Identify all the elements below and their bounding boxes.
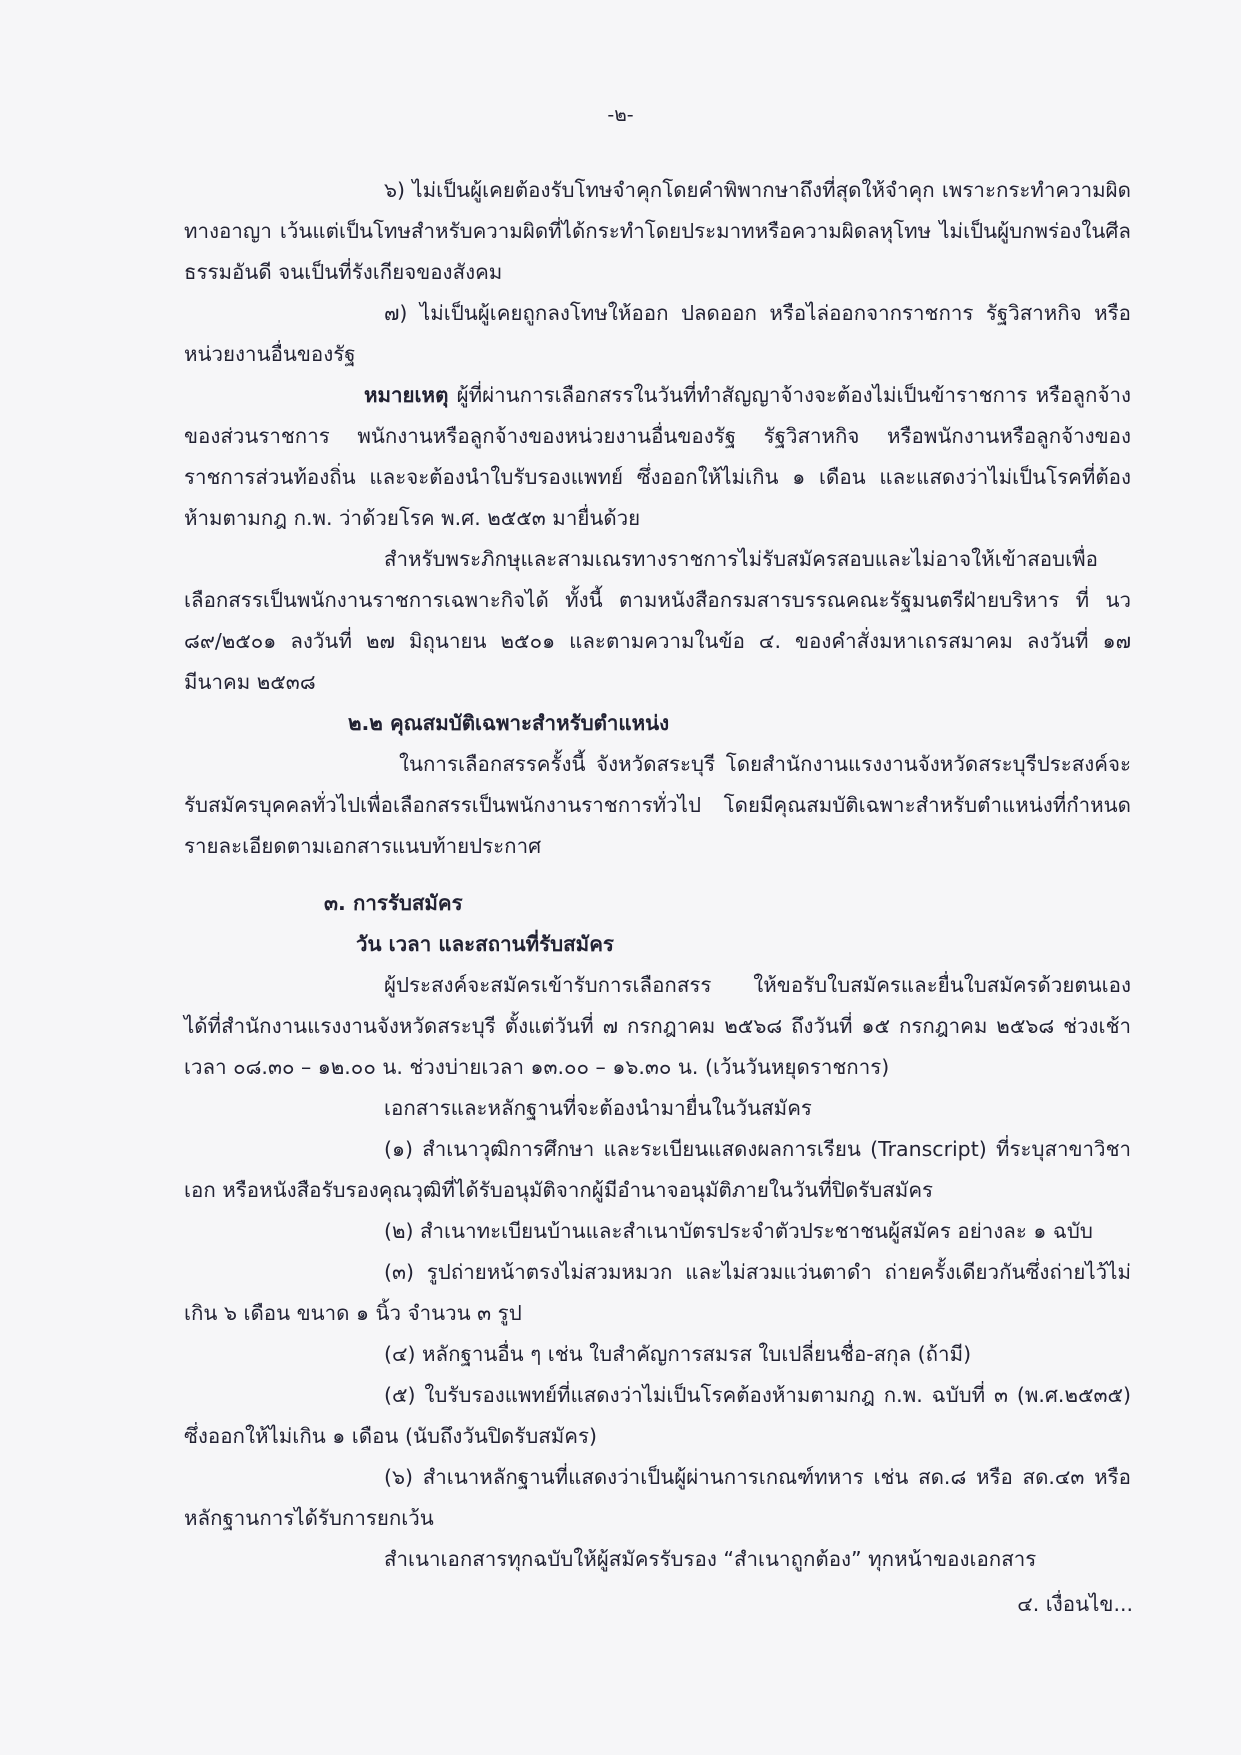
document-item-5: (๕) ใบรับรองแพทย์ที่แสดงว่าไม่เป็นโรคต้องห้ามตามกฎ ก.พ. ฉบับที่ ๓ (พ.ศ.๒๕๓๕) ซึ่งออกให้ไม่เกิน ๑ เดือน (นับถึงวันปิดรับสมัคร) [184, 1383, 1131, 1448]
document-item-3: (๓) รูปถ่ายหน้าตรงไม่สวมหมวก และไม่สวมแว่นตาดำ ถ่ายครั้งเดียวกันซึ่งถ่ายไว้ไม่เกิน ๖ เดือน ขนาด ๑ นิ้ว จำนวน ๓ รูป [184, 1260, 1131, 1325]
section-2-2-heading: ๒.๒ คุณสมบัติเฉพาะสำหรับตำแหน่ง [348, 711, 670, 735]
application-paragraph: ผู้ประสงค์จะสมัครเข้ารับการเลือกสรร ให้ขอรับใบสมัครและยื่นใบสมัครด้วยตนเองได้ที่สำนักงานแรงงานจังหวัดสระบุรี ตั้งแต่วันที่ ๗ กรกฎาคม ๒๕๖๘ ถึงวันที่ ๑๕ กรกฎาคม ๒๕๖๘ ช่วงเช้าเวลา ๐๘.๓๐ – ๑๒.๐๐ น. ช่วงบ่ายเวลา ๑๓.๐๐ – ๑๖.๓๐ น. (เว้นวันหยุดราชการ) [184, 973, 1131, 1079]
qualification-item-6: ๖) ไม่เป็นผู้เคยต้องรับโทษจำคุกโดยคำพิพากษาถึงที่สุดให้จำคุก เพราะกระทำความผิดทางอาญา เว้นแต่เป็นโทษสำหรับความผิดที่ได้กระทำโดยประมาทหรือความผิดลหุโทษ ไม่เป็นผู้บกพร่องในศีลธรรมอันดี จนเป็นที่รังเกียจของสังคม [184, 178, 1131, 284]
document-body [184, 170, 1131, 1580]
section-3-subheading: วัน เวลา และสถานที่รับสมัคร [356, 932, 614, 956]
note-text: ผู้ที่ผ่านการเลือกสรรในวันที่ทำสัญญาจ้างจะต้องไม่เป็นข้าราชการ หรือลูกจ้างของส่วนราชการ พนักงานหรือลูกจ้างของหน่วยงานอื่นของรัฐ รัฐวิสาหกิจ หรือพนักงานหรือลูกจ้างของราชการส่วนท้องถิ่น และจะต้องนำใบรับรองแพทย์ ซึ่งออกให้ไม่เกิน ๑ เดือน และแสดงว่าไม่เป็นโรคที่ต้องห้ามตามกฎ ก.พ. ว่าด้วยโรค พ.ศ. ๒๕๕๓ มายื่นด้วย [184, 383, 1131, 530]
section-2-2-paragraph: ในการเลือกสรรครั้งนี้ จังหวัดสระบุรี โดยสำนักงานแรงงานจังหวัดสระบุรีประสงค์จะรับสมัครบุคคลทั่วไปเพื่อเลือกสรรเป็นพนักงานราชการทั่วไป โดยมีคุณสมบัติเฉพาะสำหรับตำแหน่งที่กำหนดรายละเอียดตามเอกสารแนบท้ายประกาศ [184, 752, 1131, 858]
continuation-marker: ๔. เงื่อนไข... [1017, 1592, 1133, 1616]
document-item-4: (๔) หลักฐานอื่น ๆ เช่น ใบสำคัญการสมรส ใบเปลี่ยนชื่อ-สกุล (ถ้ามี) [384, 1342, 972, 1366]
certify-paragraph: สำเนาเอกสารทุกฉบับให้ผู้สมัครรับรอง “สำเนาถูกต้อง” ทุกหน้าของเอกสาร [384, 1547, 1037, 1571]
section-3-heading: ๓. การรับสมัคร [324, 891, 463, 915]
page-number: -๒- [607, 104, 634, 126]
monk-paragraph: สำหรับพระภิกษุและสามเณรทางราชการไม่รับสมัครสอบและไม่อาจให้เข้าสอบเพื่อเลือกสรรเป็นพนักงานราชการเฉพาะกิจได้ ทั้งนี้ ตามหนังสือกรมสารบรรณคณะรัฐมนตรีฝ่ายบริหาร ที่ นว ๘๙/๒๕๐๑ ลงวันที่ ๒๗ มิถุนายน ๒๕๐๑ และตามความในข้อ ๔. ของคำสั่งมหาเถรสมาคม ลงวันที่ ๑๗ มีนาคม ๒๕๓๘ [184, 547, 1131, 694]
document-item-6: (๖) สำเนาหลักฐานที่แสดงว่าเป็นผู้ผ่านการเกณฑ์ทหาร เช่น สด.๘ หรือ สด.๔๓ หรือหลักฐานการได้รับการยกเว้น [184, 1465, 1131, 1530]
document-item-2: (๒) สำเนาทะเบียนบ้านและสำเนาบัตรประจำตัวประชาชนผู้สมัคร อย่างละ ๑ ฉบับ [384, 1219, 1093, 1243]
note-label: หมายเหตุ [364, 383, 449, 407]
note-paragraph [184, 375, 1131, 539]
qualification-item-7: ๗) ไม่เป็นผู้เคยถูกลงโทษให้ออก ปลดออก หรือไล่ออกจากราชการ รัฐวิสาหกิจ หรือหน่วยงานอื่นของรัฐ [184, 301, 1131, 366]
document-item-1: (๑) สำเนาวุฒิการศึกษา และระเบียนแสดงผลการเรียน (Transcript) ที่ระบุสาขาวิชาเอก หรือหนังสือรับรองคุณวุฒิที่ได้รับอนุมัติจากผู้มีอำนาจอนุมัติภายในวันที่ปิดรับสมัคร [184, 1137, 1131, 1202]
documents-intro: เอกสารและหลักฐานที่จะต้องนำมายื่นในวันสมัคร [384, 1096, 812, 1120]
